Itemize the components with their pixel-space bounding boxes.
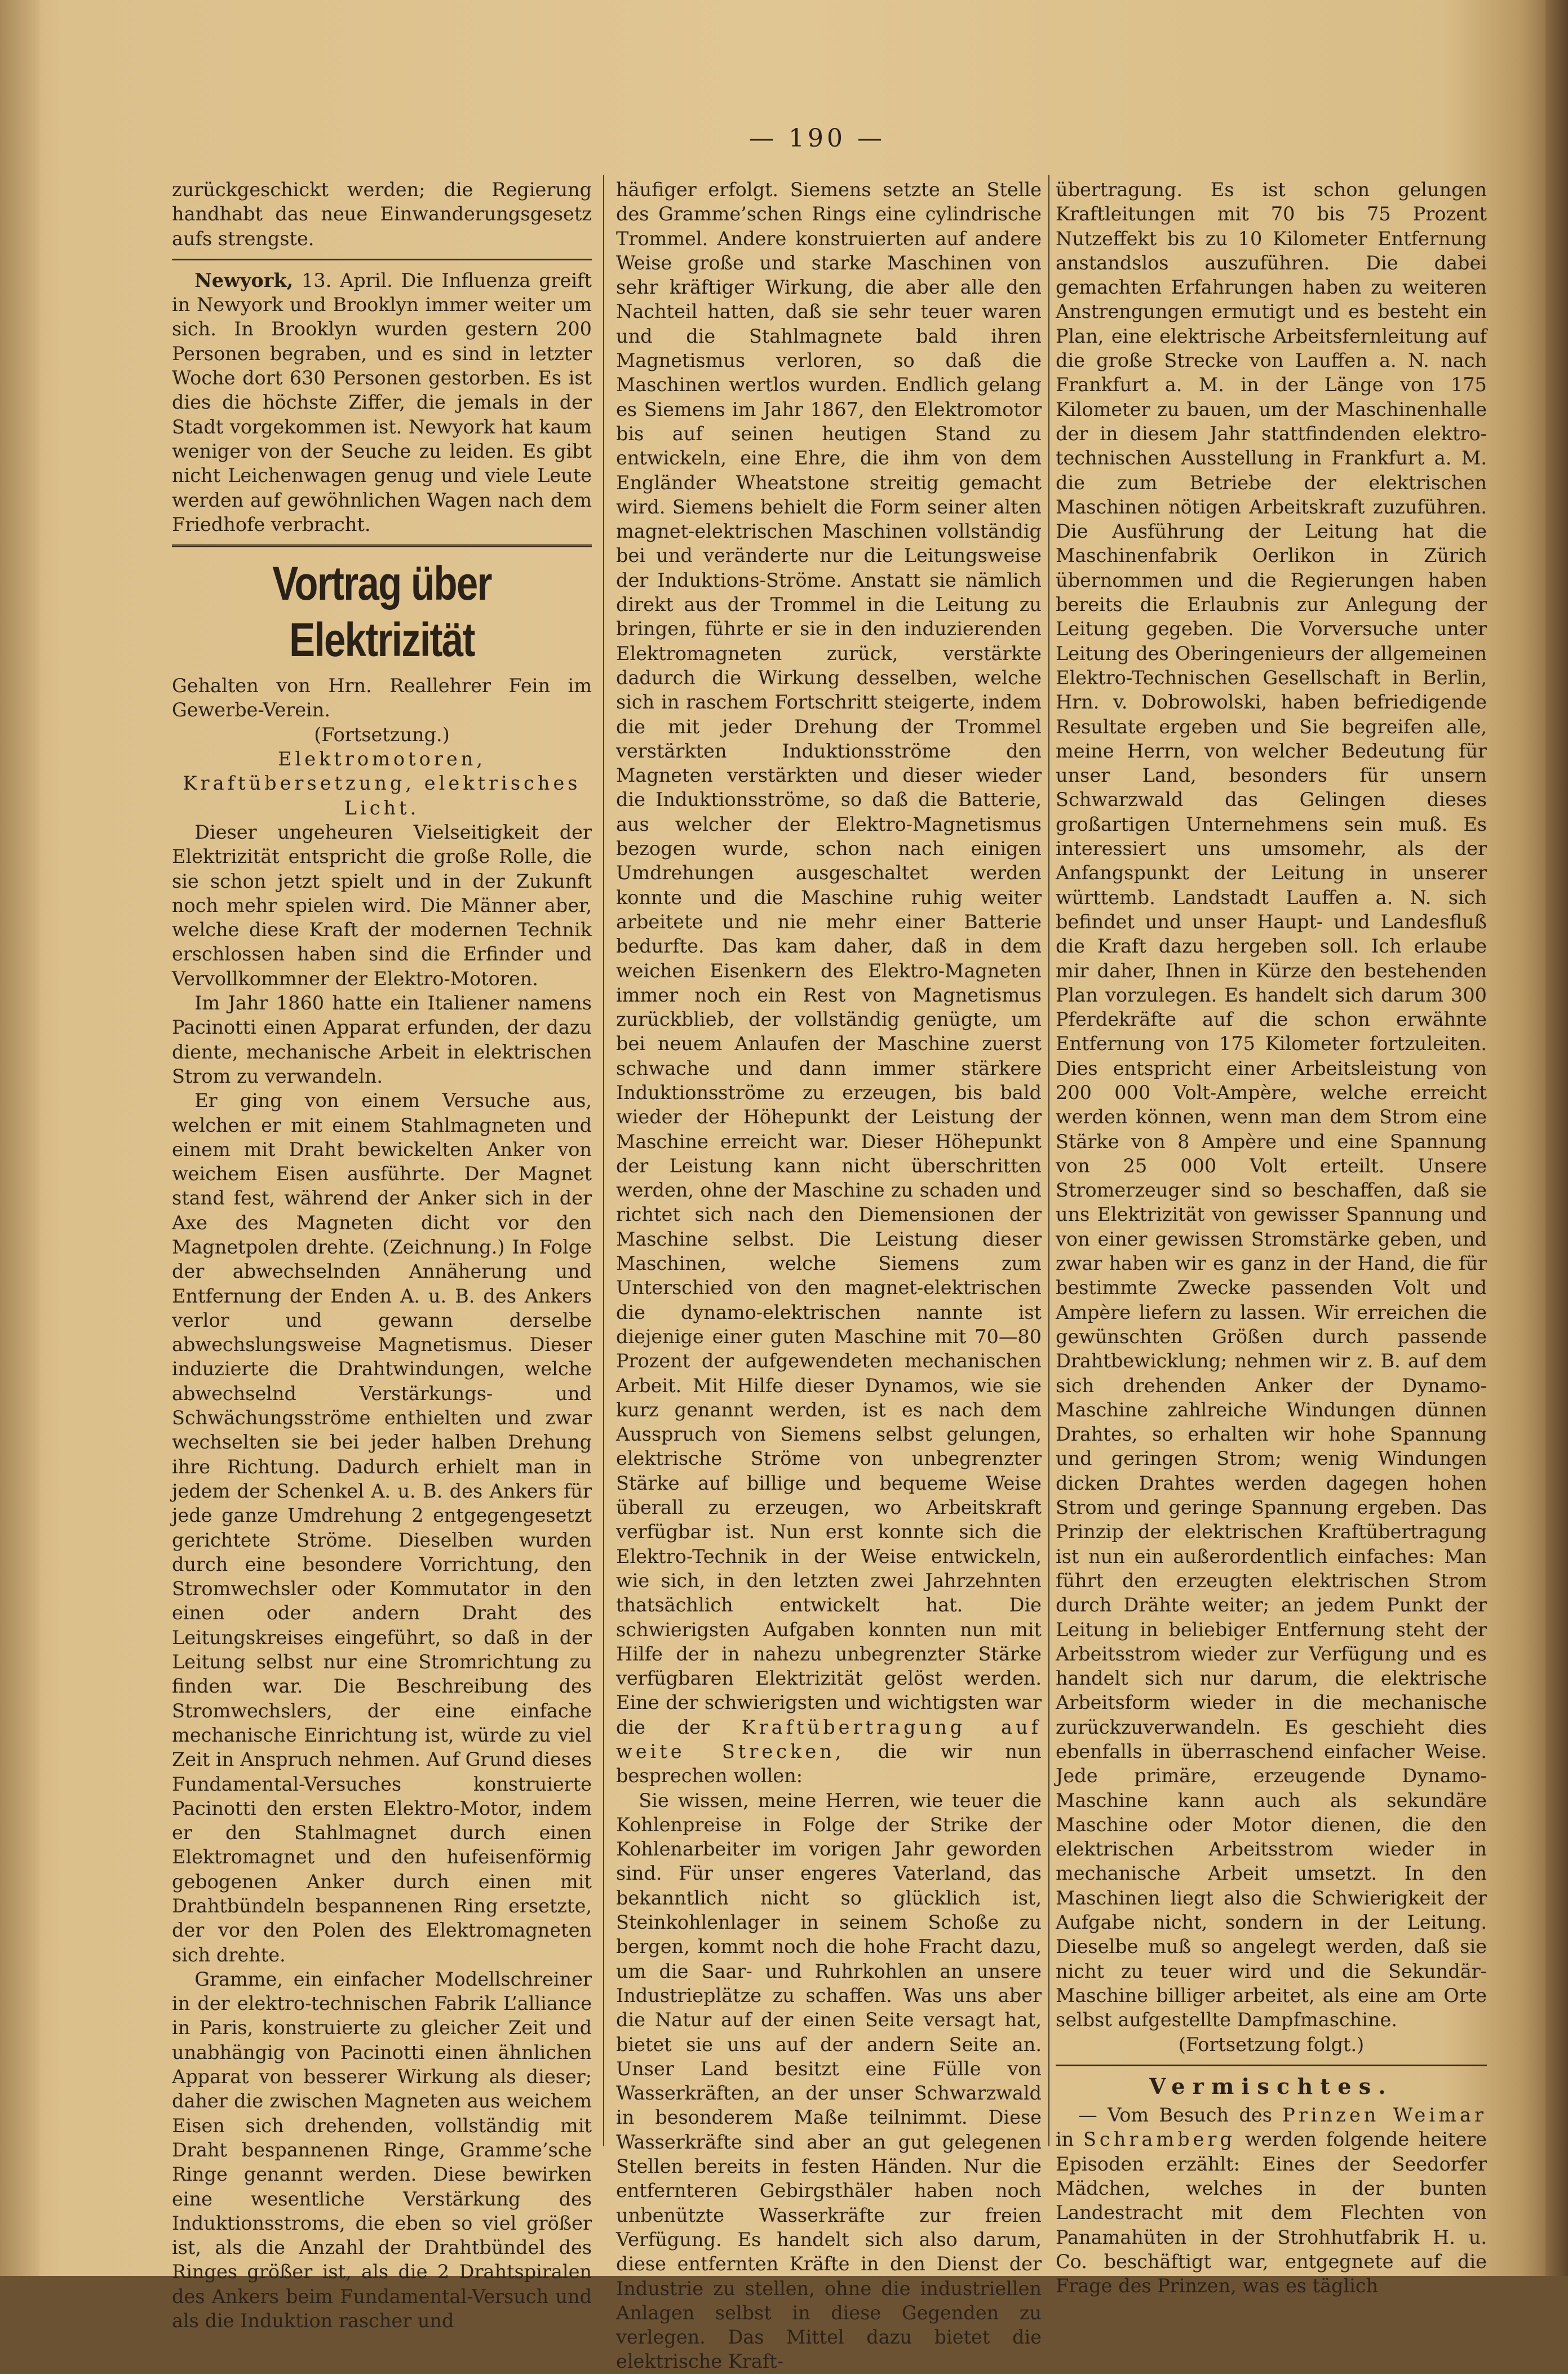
emphasis: Prinzen Weimar [1282,2104,1487,2127]
article-title: Vortrag über Elektrizität [272,557,491,667]
column-2 [616,178,1042,2373]
divider [1056,2065,1487,2066]
news-item-newyork [172,268,592,537]
page-edge [1545,0,1568,2276]
page-number: — 190 — [749,124,885,153]
column-1 [172,178,592,2332]
paragraph-text: werden folgende heitere Episoden erzählt: Eines der Seedorfer Mädchen, welches in der bunten Landestracht mit dem Flechten von Panamahüten in der Strohhutfabrik H. u. Co. beschäftigt war, entgegnete auf die Frage des Prinzen, was es täglich [1056,2128,1487,2297]
paragraph: zurückgeschickt werden; die Regierung handhabt das neue Einwanderungsgesetz aufs strengste. [172,179,592,250]
column-rule [603,175,604,2146]
binding-gutter [0,0,39,2276]
paragraph [1056,2103,1487,2298]
byline: Gehalten von Hrn. Reallehrer Fein im Gewerbe-Verein. [172,675,592,721]
section-heading: Vermischtes. [1149,2073,1393,2099]
column-rule [1048,175,1049,2146]
paragraph-text: die wir nun besprechen wollen: [616,1740,1042,1787]
paragraph: Sie wissen, meine Herren, wie teuer die Kohlenpreise in Folge der Strike der Kohlenarbeiter im vorigen Jahr geworden sind. Für unser engeres Vaterland, das bekanntlich nicht so glücklich ist, Steinkohlenlager in seinem Schoße zu bergen, kommt noch die hohe Fracht dazu, um die Saar- und Ruhrkohlen an unsere Industrieplätze zu schaffen. Was uns aber die Natur auf der einen Seite versagt hat, bietet sie uns auf der andern Seite an. Unser Land besitzt eine Fülle von Wasserkräften, an der unser Schwarzwald in besonderem Maße teilnimmt. Diese Wasserkräfte sind aber an gut gelegenen Stellen bereits in festen Händen. Nur die entfernteren Gebirgsthäler haben noch unbenützte Wasserkräfte zur freien Verfügung. Es handelt sich also darum, diese entfernten Kräfte in den Dienst der Industrie zu stellen, ohne die industriellen Anlagen selbst in diese Gegenden zu verlegen. Das Mittel dazu bietet die elektrische Kraft- [616,1789,1042,2373]
paragraph: übertragung. Es ist schon gelungen Kraftleitungen mit 70 bis 75 Prozent Nutzeffekt bis zu 10 Kilometer Entfernung anstandslos auszuführen. Die dabei gemachten Erfahrungen haben zu weiteren Anstrengungen ermutigt und es besteht ein Plan, eine elektrische Arbeitsfernleitung auf die große Strecke von Lauffen a. N. nach Frankfurt a. M. in der Länge von 175 Kilometer zu bauen, um der Maschinenhalle der in diesem Jahr stattfindenden elektro-technischen Ausstellung in Frankfurt a. M. die zum Betriebe der elektrischen Maschinen nötigen Arbeitskraft zuzuführen. Die Ausführung der Leitung hat die Maschinenfabrik Oerlikon in Zürich übernommen und die Regierungen haben bereits die Erlaubnis zur Anlegung der Leitung gegeben. Die Vorversuche unter Leitung des Oberingenieurs der allgemeinen Elektro-Technischen Gesellschaft in Berlin, Hrn. v. Dobrowolski, haben befriedigende Resultate ergeben und Sie begreifen alle, meine Herrn, von welcher Bedeutung für unser Land, besonders für unsern Schwarzwald das Gelingen dieses großartigen Unternehmens sein muß. Es interessiert uns umsomehr, als der Anfangspunkt der Leitung in unserer württemb. Landstadt Lauffen a. N. sich befindet und unser Haupt- und Landesfluß die Kraft dazu hergeben soll. Ich erlaube mir daher, Ihnen in Kürze den bestehenden Plan vorzulegen. Es handelt sich darum 300 Pferdekräfte auf die schon erwähnte Entfernung von 175 Kilometer fortzuleiten. Dies entspricht einer Arbeitsleistung von 200 000 Volt-Ampère, welche erreicht werden können, wenn man dem Strom eine Stärke von 8 Ampère und eine Spannung von 25 000 Volt erteilt. Unsere Stromerzeuger sind so beschaffen, daß sie uns Elektrizität von gewisser Spannung und von einer gewissen Stromstärke geben, und zwar haben wir es ganz in der Hand, die für bestimmte Zwecke passenden Volt und Ampère liefern zu lassen. Wir erreichen die gewünschten Größen durch passende Drahtbewicklung; nehmen wir z. B. auf dem sich drehenden Anker der Dynamo-Maschine zahlreiche Windungen dünnen Drahtes, so erhalten wir hohe Spannung und geringen Strom; wenig Windungen dicken Drahtes werden dagegen hohen Strom und geringe Spannung ergeben. Das Prinzip der elektrischen Kraftübertragung ist nun ein außerordentlich einfaches: Man führt den erzeugten elektrischen Strom durch Drähte weiter; an jedem Punkt der Leitung in beliebiger Entfernung steht der Arbeitsstrom wieder zur Verfügung und es handelt sich nur darum, die elektrische Arbeitsform wieder in die mechanische zurückzuverwandeln. Es geschieht dies ebenfalls in überraschend einfacher Weise. Jede primäre, erzeugende Dynamo-Maschine kann auch als sekundäre Maschine oder Motor dienen, die den elektrischen Arbeitsstrom wieder in mechanische Arbeit umsetzt. In den Maschinen liegt also die Schwierigkeit der Aufgabe nicht, sondern in der Leitung. Dieselbe muß so angelegt werden, daß sie nicht zu teuer wird und die Sekundär-Maschine billiger arbeitet, als eine am Orte selbst aufgestellte Dampfmaschine. [1056,179,1487,2031]
continuation-note: (Fortsetzung.) [314,723,450,746]
paragraph [616,178,1042,1788]
divider [172,544,592,547]
emphasis: Schramberg [1083,2128,1236,2151]
continuation-note: (Fortsetzung folgt.) [1178,2033,1365,2056]
paragraph-text: in [1056,2128,1083,2151]
dateline: Newyork, [194,269,294,291]
news-text: 13. April. Die Influenza greift in Newyork und Brooklyn immer weiter um sich. In Brooklyn wurden gestern 200 Personen begraben, und es sind in letzter Woche dort 630 Personen gestorben. Es ist dies die höchste Ziffer, die jemals in der Stadt vorgekommen ist. Newyork hat kaum weniger von der Seuche zu leiden. Es gibt nicht Leichenwagen genug und viele Leute werden auf gewöhnlichen Wagen nach dem Friedhofe verbracht. [172,269,592,535]
emphasis: Kraftübertragung auf weite Strecken, [616,1716,1042,1762]
paragraph: Dieser ungeheuren Vielseitigkeit der Elektrizität entspricht die große Rolle, die sie schon jetzt spielt und in der Zukunft noch mehr spielen wird. Die Männer aber, welche diese Kraft der modernen Technik erschlossen haben sind die Erfinder und Vervollkommner der Elektro-Motoren. [172,821,592,990]
paragraph-text: häufiger erfolgt. Siemens setzte an Stelle des Gramme’schen Rings eine cylindrische Trommel. Andere konstruierten auf andere Weise große und starke Maschinen von sehr kräftiger Wirkung, die aber alle den Nachteil hatten, daß sie sehr teuer waren und die Stahlmagnete bald ihren Magnetismus verloren, so daß die Maschinen wertlos wurden. Endlich gelang es Siemens im Jahr 1867, den Elektromotor bis auf seinen heutigen Stand zu entwickeln, eine Ehre, die ihm von dem Engländer Wheatstone streitig gemacht wird. Siemens behielt die Form seiner alten magnet-elektrischen Maschinen vollständig bei und veränderte nur die Leitungsweise der Induktions-Ströme. Anstatt sie nämlich direkt aus der Trommel in die Leitung zu bringen, führte er sie in den induzierenden Elektromagneten zurück, verstärkte dadurch die Wirkung desselben, welche sich in raschem Fortschritt steigerte, indem die mit jeder Drehung der Trommel verstärkten Induktionsströme den Magneten verstärkten und dieser wieder die Induktionsströme, so daß die Batterie, aus welcher der Elektro-Magnetismus bezogen wurde, schon nach einigen Umdrehungen ausgeschaltet werden konnte und die Maschine ruhig weiter arbeitete und nie mehr einer Batterie bedurfte. Das kam daher, daß in dem weichen Eisenkern des Elektro-Magneten immer noch ein Rest von Magnetismus zurückblieb, der vollständig genügte, um bei neuem Anlaufen der Maschine zuerst schwache und dann immer stärkere Induktionsströme zu erzeugen, bis bald wieder der Höhepunkt der Leistung der Maschine erreicht war. Dieser Höhepunkt der Leistung kann nicht überschritten werden, ohne der Maschine zu schaden und richtet sich nach den Diemensionen der Maschine selbst. Die Leistung dieser Maschinen, welche Siemens zum Unterschied von den magnet-elektrischen die dynamo-elektrischen nannte ist diejenige einer guten Maschine mit 70—80 Prozent der aufgewendeten mechanischen Arbeit. Mit Hilfe dieser Dynamos, wie sie kurz genannt werden, ist es nach dem Ausspruch von Siemens selbst gelungen, elektrische Ströme von unbegrenzter Stärke auf billige und bequeme Weise überall zu erzeugen, wo Arbeitskraft verfügbar ist. Nun erst konnte sich die Elektro-Technik in der Weise entwickeln, wie sich, in den letzten zwei Jahrzehnten thatsächlich entwickelt hat. Die schwierigsten Aufgaben konnten nun mit Hilfe der in nahezu unbegrenzter Stärke verfügbaren Elektrizität gelöst werden. Eine der schwierigsten und wichtigsten war die der [616,179,1042,1738]
section-subhead: Elektromotoren, Kraftübersetzung, elektrisches Licht. [183,748,581,819]
paragraph: Gramme, ein einfacher Modellschreiner in der elektro-technischen Fabrik L’alliance in Paris, konstruierte zu gleicher Zeit und unabhängig von Pacinotti einen ähnlichen Apparat von besserer Wirkung als dieser; daher die zwischen Magneten aus weichem Eisen sich drehenden, vollständig mit Draht bespannenen Ringe, Gramme’sche Ringe genannt werden. Diese bewirken eine wesentliche Verstärkung des Induktionsstroms, die eben so viel größer ist, als die Anzahl der Drahtbündel des Ringes größer ist, als die 2 Drahtspiralen des Ankers beim Fundamental-Versuch und als die Induktion rascher und [172,1968,592,2332]
column-3 [1056,178,1487,2297]
paragraph: Er ging von einem Versuche aus, welchen er mit einem Stahlmagneten und einem mit Draht bewickelten Anker von weichem Eisen ausführte. Der Magnet stand fest, während der Anker sich in der Axe des Magneten dicht vor den Magnetpolen drehte. (Zeichnung.) In Folge der abwechselnden Annäherung und Entfernung der Enden A. u. B. des Ankers verlor und gewann derselbe abwechslungsweise Magnetismus. Dieser induzierte die Drahtwindungen, welche abwechselnd Verstärkungs- und Schwächungsströme enthielten und zwar wechselten sie bei jeder halben Drehung ihre Richtung. Dadurch erhielt man in jedem der Schenkel A. u. B. des Ankers für jede ganze Umdrehung 2 entgegengesetzt gerichtete Ströme. Dieselben wurden durch eine besondere Vorrichtung, den Stromwechsler oder Kommutator in den einen oder andern Draht des Leitungskreises eingeführt, so daß in der Leitung selbst nur eine Stromrichtung zu finden war. Die Beschreibung des Stromwechslers, der eine einfache mechanische Einrichtung ist, würde zu viel Zeit in Anspruch nehmen. Auf Grund dieses Fundamental-Versuches konstruierte Pacinotti den ersten Elektro-Motor, indem er den Stahlmagnet durch einen Elektromagnet und den hufeisenförmig gebogenen Anker durch einen mit Drahtbündeln bespannenen Ring ersetzte, der vor den Polen des Elektromagneten sich drehte. [172,1089,592,1966]
divider [172,259,592,260]
paragraph: Im Jahr 1860 hatte ein Italiener namens Pacinotti einen Apparat erfunden, der dazu diente, mechanische Arbeit in elektrischen Strom zu verwandeln. [172,992,592,1087]
paragraph-text: — Vom Besuch des [1078,2104,1283,2127]
